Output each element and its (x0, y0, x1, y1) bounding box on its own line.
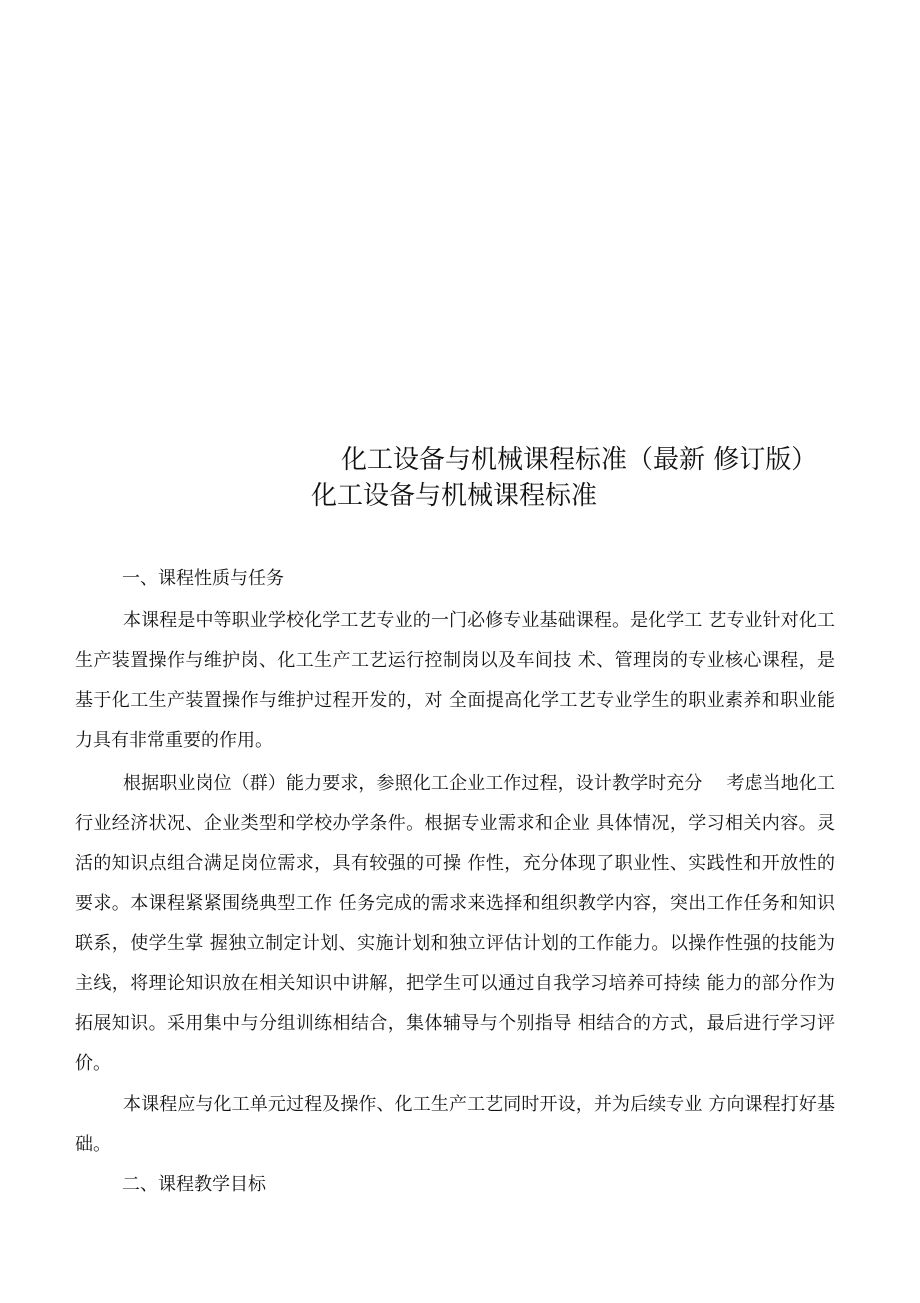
document-title: 化工设备与机械课程标准（最新 修订版） (341, 445, 818, 475)
document-subtitle: 化工设备与机械课程标准 (311, 481, 598, 511)
section-heading-nature-task: 一、课程性质与任务 (122, 568, 284, 589)
paragraph-course-nature: 本课程是中等职业学校化学工艺专业的一门必修专业基础课程。是化学工 艺专业针对化工生产装置操作与维护岗、化工生产工艺运行控制岗以及车间技 术、管理岗的专业核心课程，是基于化工生产装置操作与维护过程开发的，对 全面提高化学工艺专业学生的职业素养和职业能力具有非常重要的作用。 (75, 610, 835, 751)
paragraph-course-sequence: 本课程应与化工单元过程及操作、化工生产工艺同时开设，并为后续专业 方向课程打好基础。 (75, 1094, 835, 1155)
paragraph-course-design: 根据职业岗位（群）能力要求，参照化工企业工作过程，设计教学时充分 考虑当地化工行业经济状况、企业类型和学校办学条件。根据专业需求和企业 具体情况，学习相关内容。灵活的知识点组合满足岗位需求，具有较强的可操 作性，充分体现了职业性、实践性和开放性的要求。本课程紧紧围绕典型工作 任务完成的需求来选择和组织教学内容，突出工作任务和知识联系，使学生掌 握独立制定计划、实施计划和独立评估计划的工作能力。以操作性强的技能为 主线，将理论知识放在相关知识中讲解，把学生可以通过自我学习培养可持续 能力的部分作为拓展知识。采用集中与分组训练相结合，集体辅导与个别指导 相结合的方式，最后进行学习评价。 (75, 773, 835, 1074)
section-heading-teaching-goals: 二、课程教学目标 (122, 1174, 266, 1195)
